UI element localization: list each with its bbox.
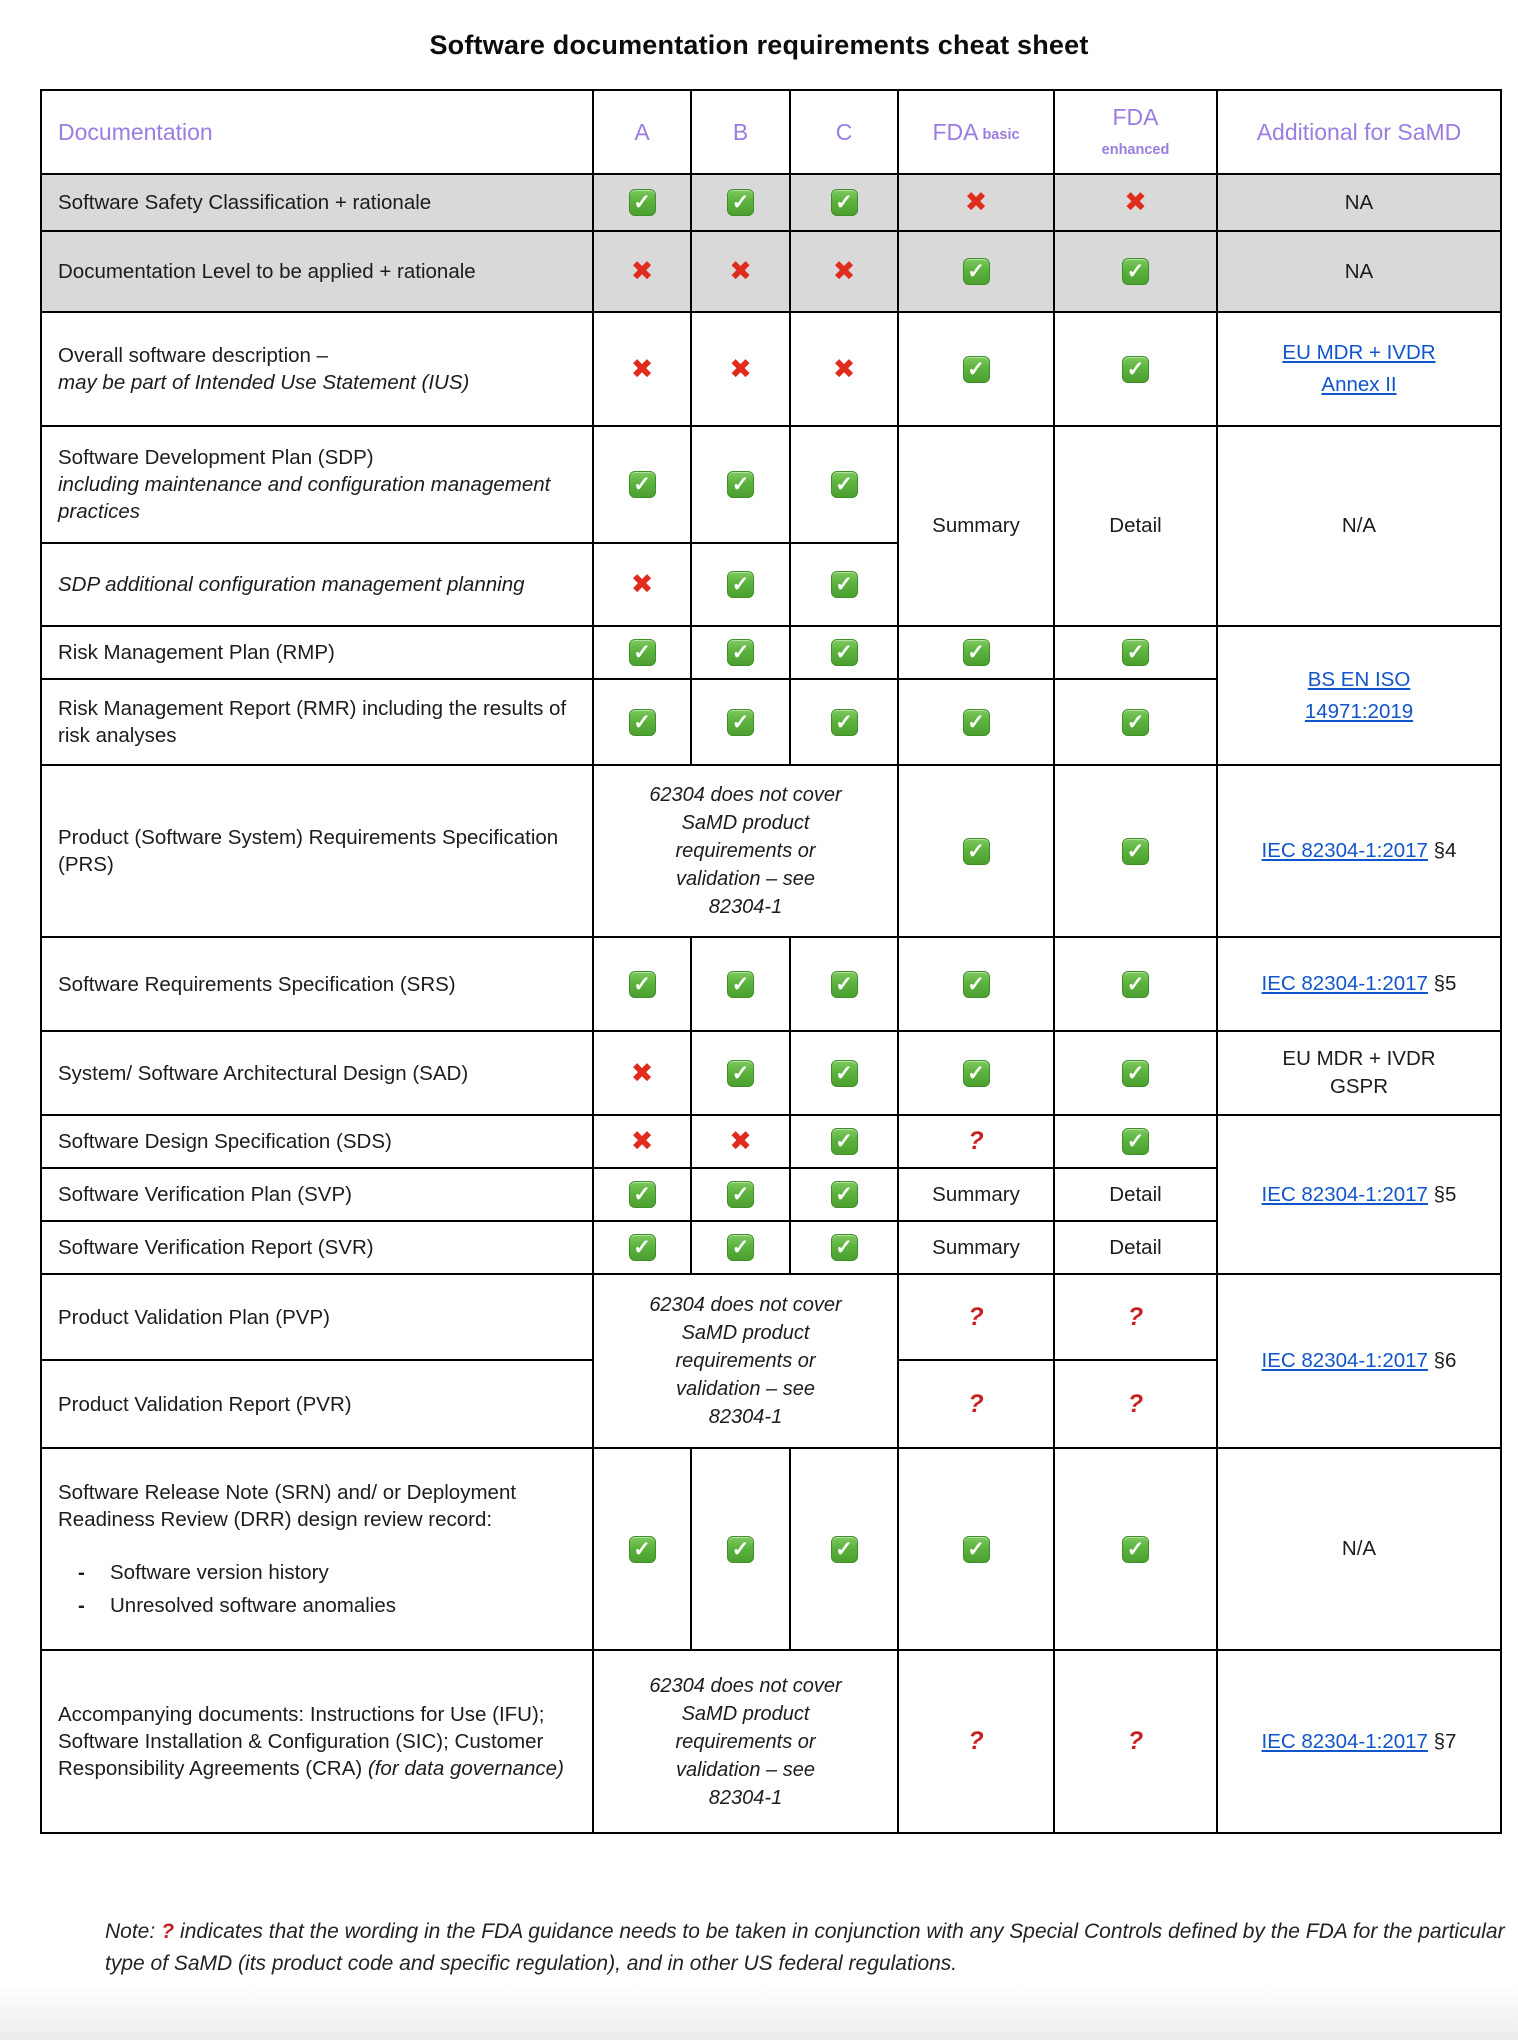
fda-enhanced-detail-cell: Detail <box>1054 426 1217 626</box>
cross-icon: ✖ <box>729 256 752 287</box>
list-item <box>58 1592 578 1619</box>
fda-basic-summary-cell: Summary <box>898 1168 1054 1221</box>
additional-cell: NA <box>1217 231 1501 312</box>
mark-cell <box>691 626 790 679</box>
doc-label-cell: Software Verification Plan (SVP) <box>41 1168 593 1221</box>
mark-cell <box>790 174 898 231</box>
mark-cell <box>691 231 790 312</box>
mark-cell <box>790 1221 898 1274</box>
fda-basic-sub-label: basic <box>982 126 1020 143</box>
mark-cell <box>691 174 790 231</box>
check-icon: ✓ <box>727 1536 754 1563</box>
fda-enhanced-detail-cell: Detail <box>1054 1168 1217 1221</box>
mark-cell <box>593 1221 691 1274</box>
doc-label-cell: Software Verification Report (SVR) <box>41 1221 593 1274</box>
cross-icon: ✖ <box>630 353 654 385</box>
doc-label-cell: Product (Software System) Requirements Specification (PRS) <box>41 765 593 937</box>
table-row-sdp <box>41 426 1501 543</box>
table-row-pvp <box>41 1274 1501 1360</box>
check-icon: ✓ <box>629 1536 656 1563</box>
check-icon: ✓ <box>831 1060 858 1087</box>
additional-cell <box>1217 765 1501 937</box>
check-icon: ✓ <box>831 1234 858 1261</box>
doc-label-italic-text: may be part of Intended Use Statement (IUS) <box>58 371 470 394</box>
table-row-accompanying-documents <box>41 1650 1501 1833</box>
bullet-dash: - <box>78 1594 85 1618</box>
mark-cell <box>593 1448 691 1650</box>
doc-label-cell: Product Validation Report (PVR) <box>41 1360 593 1448</box>
cross-icon: ✖ <box>630 569 654 600</box>
mark-cell <box>691 937 790 1031</box>
cross-icon: ✖ <box>729 1126 752 1158</box>
check-icon: ✓ <box>1122 971 1149 998</box>
mark-cell <box>790 626 898 679</box>
check-icon: ✓ <box>831 639 858 666</box>
mark-cell <box>898 1448 1054 1650</box>
doc-label-cell <box>41 1650 593 1833</box>
mark-cell <box>1054 937 1217 1031</box>
doc-label-cell <box>41 312 593 426</box>
doc-label-cell <box>41 426 593 543</box>
mark-cell <box>691 679 790 765</box>
question-mark-icon: ? <box>968 1389 984 1418</box>
cross-icon: ✖ <box>630 1057 654 1089</box>
check-icon: ✓ <box>629 1181 656 1208</box>
iec-82304-link[interactable]: IEC 82304-1:2017 <box>1261 1349 1428 1373</box>
fda-basic-summary-cell: Summary <box>898 1221 1054 1274</box>
cross-icon: ✖ <box>832 353 856 385</box>
doc-label-cell: Documentation Level to be applied + rationale <box>41 231 593 312</box>
additional-cell: N/A <box>1217 1448 1501 1650</box>
additional-cell <box>1217 1650 1501 1833</box>
question-mark-icon: ? <box>161 1920 175 1944</box>
section-ref: §5 <box>1433 1182 1457 1206</box>
check-icon: ✓ <box>963 356 990 383</box>
table-row-srn-drr <box>41 1448 1501 1650</box>
mark-cell <box>790 543 898 626</box>
additional-cell <box>1217 1274 1501 1448</box>
footnote <box>105 1916 1518 1980</box>
column-header-class-c: C <box>790 90 898 174</box>
check-icon: ✓ <box>963 838 990 865</box>
mark-cell <box>593 679 691 765</box>
note-prefix: Note: <box>105 1920 156 1944</box>
check-icon: ✓ <box>727 571 754 598</box>
check-icon: ✓ <box>831 971 858 998</box>
mark-cell <box>691 1448 790 1650</box>
check-icon: ✓ <box>831 1128 858 1155</box>
mark-cell <box>593 626 691 679</box>
mark-cell <box>790 1031 898 1115</box>
mark-cell <box>593 231 691 312</box>
table-row-overall-description <box>41 312 1501 426</box>
table-row-sad <box>41 1031 1501 1115</box>
mark-cell <box>898 1650 1054 1833</box>
mark-cell <box>790 426 898 543</box>
doc-label-cell: Software Safety Classification + rationale <box>41 174 593 231</box>
cross-icon: ✖ <box>832 256 856 287</box>
question-mark-icon: ? <box>968 1127 984 1156</box>
doc-label-cell: Risk Management Report (RMR) including the results of risk analyses <box>41 679 593 765</box>
mark-cell <box>1054 174 1217 231</box>
iec-82304-link[interactable]: IEC 82304-1:2017 <box>1261 1182 1428 1206</box>
check-icon: ✓ <box>727 1181 754 1208</box>
bs-en-iso-14971-link[interactable]: BS EN ISO 14971:2019 <box>1304 667 1414 723</box>
mark-cell <box>790 231 898 312</box>
check-icon: ✓ <box>831 471 858 498</box>
mark-cell <box>898 1274 1054 1360</box>
section-ref: §7 <box>1433 1729 1457 1753</box>
question-mark-icon: ? <box>1127 1302 1144 1331</box>
check-icon: ✓ <box>1122 838 1149 865</box>
column-header-class-b: B <box>691 90 790 174</box>
page-bottom-fade <box>0 1985 1518 2040</box>
mark-cell <box>593 543 691 626</box>
table-row-srs <box>41 937 1501 1031</box>
mark-cell <box>593 1115 691 1168</box>
mark-cell <box>691 426 790 543</box>
doc-label-cell: SDP additional configuration management planning <box>41 543 593 626</box>
mark-cell <box>593 937 691 1031</box>
mark-cell <box>1054 679 1217 765</box>
column-header-fda-enhanced <box>1054 90 1217 174</box>
mark-cell <box>898 231 1054 312</box>
iec-82304-link[interactable]: IEC 82304-1:2017 <box>1261 972 1428 996</box>
table-row-safety-classification <box>41 174 1501 231</box>
column-header-class-a: A <box>593 90 691 174</box>
mark-cell <box>1054 765 1217 937</box>
check-icon: ✓ <box>727 709 754 736</box>
mark-cell <box>898 1031 1054 1115</box>
mark-cell <box>1054 1650 1217 1833</box>
fda-basic-summary-cell: Summary <box>898 426 1054 626</box>
check-icon: ✓ <box>727 971 754 998</box>
bullet-list <box>58 1559 578 1619</box>
cross-icon: ✖ <box>630 1126 654 1158</box>
check-icon: ✓ <box>963 258 990 285</box>
section-ref: §5 <box>1433 972 1457 996</box>
doc-label-italic-text: (for data governance) <box>367 1757 564 1781</box>
check-icon: ✓ <box>831 1536 858 1563</box>
mark-cell <box>898 626 1054 679</box>
doc-label-text: Overall software description – <box>58 343 329 367</box>
question-mark-icon: ? <box>968 1302 984 1331</box>
table-row-documentation-level <box>41 231 1501 312</box>
mark-cell <box>1054 1448 1217 1650</box>
fda-enhanced-detail-cell: Detail <box>1054 1221 1217 1274</box>
header-row <box>41 90 1501 174</box>
mark-cell <box>593 426 691 543</box>
check-icon: ✓ <box>629 1234 656 1261</box>
mark-cell <box>898 679 1054 765</box>
mark-cell <box>790 1448 898 1650</box>
mark-cell <box>593 1031 691 1115</box>
requirements-table <box>40 89 1502 1834</box>
mark-cell <box>790 1115 898 1168</box>
doc-label-cell: Product Validation Plan (PVP) <box>41 1274 593 1360</box>
not-covered-cell: 62304 does not cover SaMD product requirements or validation – see 82304-1 <box>593 765 898 937</box>
iec-82304-link[interactable]: IEC 82304-1:2017 <box>1261 839 1428 863</box>
fda-enhanced-sub-label: enhanced <box>1101 142 1170 158</box>
fda-basic-main-label: FDA <box>932 118 979 145</box>
mark-cell <box>1054 1031 1217 1115</box>
mark-cell <box>691 312 790 426</box>
mark-cell <box>790 679 898 765</box>
doc-label-cell: System/ Software Architectural Design (SAD) <box>41 1031 593 1115</box>
check-icon: ✓ <box>831 571 858 598</box>
check-icon: ✓ <box>831 709 858 736</box>
cross-icon: ✖ <box>729 353 752 385</box>
mark-cell <box>898 1115 1054 1168</box>
not-covered-cell: 62304 does not cover SaMD product requirements or validation – see 82304-1 <box>593 1650 898 1833</box>
mark-cell <box>691 543 790 626</box>
note-body: indicates that the wording in the FDA guidance needs to be taken in conjunction with any Special Controls defined by the FDA for the particular type of SaMD (its product code and specific regulation), and in other US federal regulations. <box>105 1920 1505 1976</box>
fda-enhanced-main-label: FDA <box>1112 104 1159 131</box>
doc-label-text: Accompanying documents: Instructions for Use (IFU); Software Installation & Configuration (SIC); Customer Responsibility Agreements (CRA) <box>58 1703 545 1781</box>
mark-cell <box>691 1221 790 1274</box>
additional-cell <box>1217 626 1501 765</box>
doc-label-cell <box>41 1448 593 1650</box>
bullet-text: Unresolved software anomalies <box>110 1594 396 1618</box>
check-icon: ✓ <box>1122 258 1149 285</box>
check-icon: ✓ <box>963 1536 990 1563</box>
mark-cell <box>790 1168 898 1221</box>
cross-icon: ✖ <box>1124 187 1147 218</box>
section-ref: §4 <box>1433 839 1457 863</box>
page-title: Software documentation requirements cheat sheet <box>429 30 1089 60</box>
doc-label-cell: Risk Management Plan (RMP) <box>41 626 593 679</box>
section-ref: §6 <box>1433 1349 1457 1373</box>
check-icon: ✓ <box>727 189 754 216</box>
additional-cell: NA <box>1217 174 1501 231</box>
check-icon: ✓ <box>629 971 656 998</box>
additional-cell <box>1217 312 1501 426</box>
mark-cell <box>691 1031 790 1115</box>
check-icon: ✓ <box>629 639 656 666</box>
check-icon: ✓ <box>629 471 656 498</box>
eu-mdr-ivdr-annex-link[interactable]: EU MDR + IVDR Annex II <box>1282 341 1436 396</box>
mark-cell <box>898 174 1054 231</box>
bullet-dash: - <box>78 1561 85 1585</box>
mark-cell <box>1054 1115 1217 1168</box>
column-header-additional-samd: Additional for SaMD <box>1217 90 1501 174</box>
table-row-sds <box>41 1115 1501 1168</box>
mark-cell <box>1054 1360 1217 1448</box>
cross-icon: ✖ <box>630 256 654 287</box>
bullet-text: Software version history <box>110 1561 329 1585</box>
check-icon: ✓ <box>727 1060 754 1087</box>
check-icon: ✓ <box>963 639 990 666</box>
mark-cell <box>1054 312 1217 426</box>
table-row-rmp <box>41 626 1501 679</box>
mark-cell <box>898 312 1054 426</box>
mark-cell <box>790 937 898 1031</box>
check-icon: ✓ <box>1122 709 1149 736</box>
check-icon: ✓ <box>963 709 990 736</box>
additional-cell <box>1217 937 1501 1031</box>
question-mark-icon: ? <box>1127 1389 1144 1418</box>
mark-cell <box>1054 231 1217 312</box>
doc-label-text: Software Development Plan (SDP) <box>58 445 374 469</box>
iec-82304-link[interactable]: IEC 82304-1:2017 <box>1261 1729 1428 1753</box>
mark-cell <box>593 1168 691 1221</box>
mark-cell <box>898 937 1054 1031</box>
check-icon: ✓ <box>831 1181 858 1208</box>
check-icon: ✓ <box>727 1234 754 1261</box>
doc-label-text: Software Release Note (SRN) and/ or Deployment Readiness Review (DRR) design review record: <box>58 1481 517 1532</box>
check-icon: ✓ <box>1122 356 1149 383</box>
not-covered-cell: 62304 does not cover SaMD product requirements or validation – see 82304-1 <box>593 1274 898 1448</box>
check-icon: ✓ <box>727 639 754 666</box>
check-icon: ✓ <box>1122 1128 1149 1155</box>
doc-label-italic-text: including maintenance and configuration management practices <box>58 472 551 524</box>
mark-cell <box>898 765 1054 937</box>
mark-cell <box>691 1168 790 1221</box>
question-mark-icon: ? <box>1127 1727 1144 1756</box>
doc-label-cell: Software Design Specification (SDS) <box>41 1115 593 1168</box>
check-icon: ✓ <box>727 471 754 498</box>
check-icon: ✓ <box>629 189 656 216</box>
check-icon: ✓ <box>963 1060 990 1087</box>
mark-cell <box>790 312 898 426</box>
check-icon: ✓ <box>629 709 656 736</box>
mark-cell <box>1054 1274 1217 1360</box>
list-item <box>58 1559 578 1586</box>
mark-cell <box>898 1360 1054 1448</box>
column-header-documentation: Documentation <box>41 90 593 174</box>
question-mark-icon: ? <box>968 1727 984 1756</box>
additional-cell: EU MDR + IVDR GSPR <box>1217 1031 1501 1115</box>
mark-cell <box>593 312 691 426</box>
additional-cell <box>1217 1115 1501 1274</box>
check-icon: ✓ <box>1122 1536 1149 1563</box>
check-icon: ✓ <box>963 971 990 998</box>
mark-cell <box>593 174 691 231</box>
mark-cell <box>691 1115 790 1168</box>
check-icon: ✓ <box>831 189 858 216</box>
check-icon: ✓ <box>1122 639 1149 666</box>
doc-label-cell: Software Requirements Specification (SRS) <box>41 937 593 1031</box>
check-icon: ✓ <box>1122 1060 1149 1087</box>
mark-cell <box>1054 626 1217 679</box>
additional-cell: N/A <box>1217 426 1501 626</box>
cross-icon: ✖ <box>964 187 988 218</box>
table-row-prs <box>41 765 1501 937</box>
column-header-fda-basic <box>898 90 1054 174</box>
